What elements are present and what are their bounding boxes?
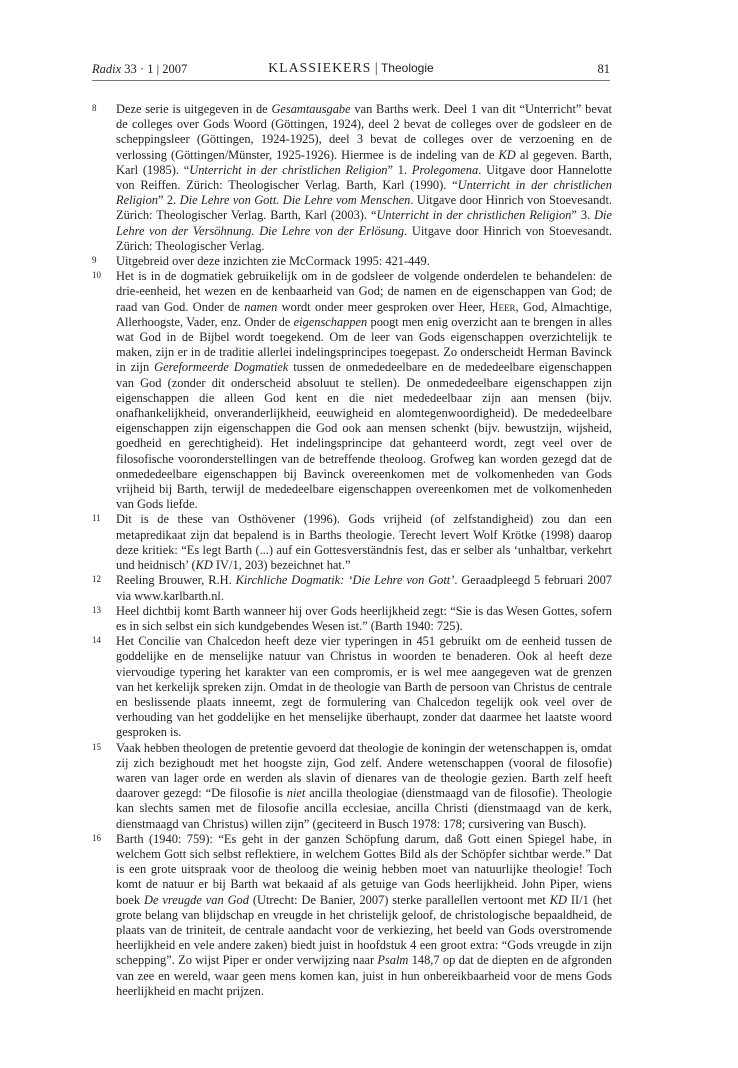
footnote-italic-text: namen (244, 299, 278, 314)
footnote-number: 16 (92, 832, 101, 843)
footnote-11 (92, 512, 612, 573)
section-title: KLASSIEKERS (268, 60, 372, 75)
footnote-text: van Barths werk. Deel 1 van dit “Unterricht” bevat de colleges over Gods Woord (Göttingen, 1924), deel 2 bevat de colleges over de godsleer en de scheppingsleer (Göttingen, 1924-1925), deel 3 bevat de colleges over de verzoening en de verlossing (Göttingen/Münster, 1925-1926). Hiermee is de indeling van de (116, 102, 612, 162)
footnote-text: Dit is de these van Osthövener (1996). Gods vrijheid (of zelfstandigheid) zou dan een metapredikaat zijn dat bepalend is in Barths theologie. Terecht levert Wolf Krötke (1998) daarop deze kritiek: “Es legt Barth (...) auf ein Gottesverständnis fest, das er selber als ‘unhaltbar, verkehrt und heidnisch’ ( (116, 512, 612, 573)
footnote-text: (Utrecht: De Banier, 2007) sterke parallellen vertoont met (248, 892, 550, 907)
footnote-number: 15 (92, 741, 101, 752)
footnote-text: . Geraadpleegd 5 februari 2007 via www.karlbarth.nl. (116, 573, 612, 603)
footnotes-list (92, 102, 612, 999)
footnote-smallcaps-text: Heer (489, 299, 516, 314)
footnote-text: Reeling Brouwer, R.H. (116, 573, 236, 588)
footnote-16 (92, 832, 612, 999)
journal-issue: 33 · 1 | 2007 (124, 62, 188, 76)
footnote-text: . Uitgave door Hinrich von Stoevesandt. Zürich: Theologischer Verlag. (116, 223, 612, 253)
footnote-text: , God, Almachtige, Allerhoogste, Vader, enz. Onder de (116, 299, 612, 329)
section-separator: | (374, 60, 378, 75)
footnote-9 (92, 254, 612, 269)
section-heading (92, 60, 610, 76)
footnote-number: 13 (92, 604, 101, 615)
footnote-text: Barth (1940: 759): “Es geht in der ganzen Schöpfung darum, daß Gott einen Spiegel habe, in welchem Gott sich selbst reflektiere, in welchem Gottes Bild als der Schöpfer sichtbar werde.” Dat is een grote uitspraak voor de theoloog die weinig hebben moet van natuurlijke theologie! Toch komt de natuur er bij Barth wat bekaaid af als getuige van Gods heerlijkheid. John Piper, wiens boek (116, 831, 612, 907)
footnote-number: 9 (92, 255, 97, 266)
footnote-text: 148,7 op dat de diepten en de afgronden van zee en wereld, waar geen mens komen kan, juist in hun onbereikbaarheid voor de mens Gods heerlijkheid en macht prijzen. (116, 953, 612, 998)
footnote-14 (92, 634, 612, 740)
footnote-text: Het is in de dogmatiek gebruikelijk om in de godsleer de volgende onderdelen te behandelen: de drie-eenheid, het wezen en de kenbaarheid van God; de namen en de eigenschappen van God; de raad van God. Onder de (116, 269, 612, 314)
footnote-text: II/1 (het grote belang van blijdschap en vreugde in het christelijk geloof, de christologische bepaaldheid, de plaats van de triniteit, de centrale aandacht voor de verkiezing, het beeld van Gods overstromende heerlijkheid en vele andere zaken) biedt juist in hoofdstuk 4 een groot extra: “Gods vreugde in zijn schepping”. Zo wijst Piper er onder verwijzing naar (116, 892, 612, 968)
footnote-italic-text: KD (195, 558, 213, 573)
journal-name: Radix (92, 62, 122, 76)
footnote-text: ancilla theologiae (dienstmaagd van de filosofie). Theologie kan slechts samen met de filosofie ancilla ecclesiae, ancilla Christi (dienstmaagd van de kerk, dienstmaagd van Christus) willen zijn” (geciteerd in Busch 1978: 178; cursivering van Busch). (116, 786, 612, 831)
footnote-italic-text: eigenschappen (293, 314, 368, 329)
footnote-italic-text: niet (286, 786, 306, 801)
page-number: 81 (597, 62, 610, 76)
footnote-10 (92, 269, 612, 512)
footnote-italic-text: Psalm (377, 953, 409, 968)
footnote-italic-text: Unterricht in der christlichen Religion (189, 162, 388, 177)
footnote-15 (92, 741, 612, 832)
footnote-text: Vaak hebben theologen de pretentie gevoerd dat theologie de koningin der wetenschappen is, omdat zij zich bezighoudt met het hoogste zijn, God zelf. Andere wetenschappen (vooral de filosofie) waren van lager orde en werden als slavin of dienares van de theologie gezien. Barth zelf heeft daarover gezegd: “De filosofie is (116, 740, 612, 801)
footnote-number: 14 (92, 635, 101, 646)
footnote-italic-text: KD (498, 147, 516, 162)
footnote-text: IV/1, 203) bezeichnet hat.” (212, 558, 351, 573)
footnote-text: tussen de onmededeelbare en de mededeelbare eigenschappen van God (zonder dit onderscheid absoluut te stellen). De onmededeelbare eigenschappen zijn eigenschappen die alleen God kent en die niet mededeelbaar zijn aan mensen (bijv. onafhankelijkheid, onveranderlijkheid, eeuwigheid en alomtegenwoordigheid). De mededeelbare eigenschappen zijn eigenschappen die God ook aan mensen schenkt (bijv. bewustzijn, wijsheid, goedheid en gerechtigheid). Het indelingsprincipe dat gehanteerd wordt, zegt veel over de filosofische vooronderstellingen van de betreffende theoloog. Grofweg kan worden gezegd dat de onmededeelbare eigenschappen bij Bavinck overeenkomen met de volkomenheden van Gods vrijheid bij Barth, terwijl de mededeelbare eigenschappen overeenkomen met de volkomenheden van Gods liefde. (116, 360, 612, 512)
footnote-12 (92, 573, 612, 603)
footnote-text: wordt onder meer gesproken over Heer, (277, 299, 490, 314)
footnote-text: poogt men enig overzicht aan te brengen in alles wat God in de Bijbel wordt toegekend. Om de leer van Gods eigenschappen overzichtelijk te maken, zijn er in de traditie allerlei indelingsprincipes toegepast. Zo onderscheidt Herman Bavinck in zijn (116, 314, 612, 375)
footnote-text: ” 3. (571, 208, 595, 223)
footnote-number: 10 (92, 270, 101, 281)
footnote-text: ” 1. (387, 162, 412, 177)
footnote-italic-text: KD (549, 892, 567, 907)
footnote-italic-text: Die Lehre von Gott. Die Lehre vom Menschen (179, 193, 411, 208)
footnote-text: Het Concilie van Chalcedon heeft deze vier typeringen in 451 gebruikt om de eenheid tussen de goddelijke en de menselijke natuur van Christus in woorden te benaderen. Ook al heeft deze viervoudige typering het karakter van een compromis, er is wel mee aangegeven wat de grenzen van het kerkelijk spreken zijn. Omdat in de theologie van Barth de persoon van Christus de centrale en beslissende plaats inneemt, zegt de formulering van Chalcedon tegelijk ook veel over de verhouding van het goddelijke en het menselijke überhaupt, zonder dat daarmee het laatste woord gesproken is. (116, 634, 612, 740)
footnote-italic-text: Kirchliche Dogmatik: ‘Die Lehre von Gott’ (235, 573, 455, 588)
footnote-text: . Uitgave door Hinrich von Stoevesandt. Zürich: Theologischer Verlag. Barth, Karl (2003). “ (116, 193, 613, 223)
footnote-8 (92, 102, 612, 254)
footnote-italic-text: Gesamtausgabe (271, 102, 351, 116)
footnote-italic-text: Unterricht in der christlichen Religion (376, 208, 572, 223)
footnote-text: Deze serie is uitgegeven in de (116, 102, 272, 116)
footnote-text: . Uitgave door Hannelotte von Reiffen. Zürich: Theologischer Verlag. Barth, Karl (1990). “ (116, 162, 613, 193)
footnote-italic-text: Unterricht in der christlichen Religion (116, 178, 612, 208)
footnote-number: 8 (92, 103, 97, 113)
footnote-italic-text: De vreugde van God (144, 892, 249, 907)
footnote-number: 11 (92, 513, 101, 524)
footnote-italic-text: Die Lehre von der Versöhnung. Die Lehre von der Erlösung (116, 208, 612, 238)
footnote-text: Uitgebreid over deze inzichten zie McCormack 1995: 421-449. (116, 254, 430, 269)
footnote-italic-text: Prolegomena (411, 162, 479, 177)
section-subtitle: Theologie (380, 61, 434, 75)
footnote-text: al gegeven. Barth, Karl (1985). “ (116, 147, 612, 177)
footnote-italic-text: Gereformeerde Dogmatiek (154, 360, 289, 375)
footnote-text: Heel dichtbij komt Barth wanneer hij over Gods heerlijkheid zegt: “Sie is das Wesen Gottes, sofern es in sich selbst ein sich kundgebendes Wesen ist.” (Barth 1940: 725). (116, 603, 612, 633)
footnote-13 (92, 604, 612, 634)
running-header (92, 58, 610, 81)
footnote-text: ” 2. (157, 193, 180, 208)
footnote-number: 12 (92, 574, 101, 585)
